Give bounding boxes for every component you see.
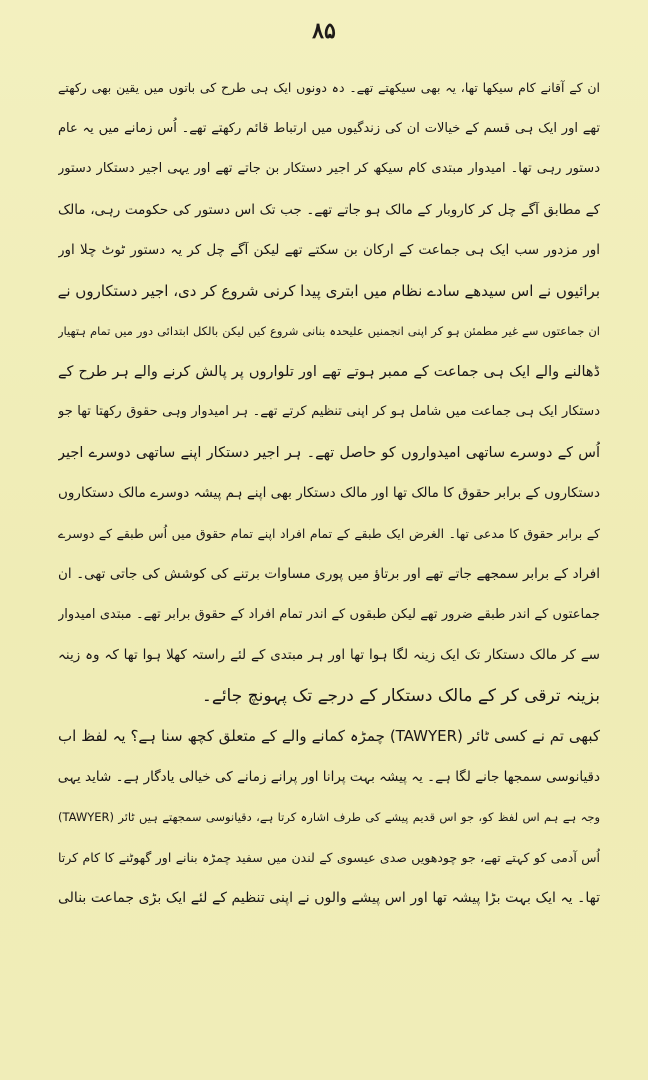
text-line: تھا۔ یہ ایک بہت بڑا پیشہ تھا اور اس پیشے والوں نے اپنی تنظیم کے لئے ایک بڑی جماعت بنالی	[58, 890, 600, 906]
text-line: افراد کے برابر سمجھے جاتے تھے اور برتاؤ میں پوری مساوات برتنے کی کوشش کی جاتی تھی۔ ان	[58, 566, 600, 582]
text-line: کے مطابق آگے چل کر کاروبار کے مالک ہو جاتے تھے۔ جب تک اس دستور کی حکومت رہی، مالک	[58, 201, 600, 218]
page-number: ۸۵	[312, 18, 336, 44]
text-line: دقیانوسی سمجھا جانے لگا ہے۔ یہ پیشہ بہت پرانا اور پرانے زمانے کی خیالی یادگار ہے۔ شاید یہی	[58, 768, 600, 785]
text-line: اُس آدمی کو کہتے تھے، جو چودھویں صدی عیسوی کے لندن میں سفید چمڑہ بنانے اور گھوٹنے کا کام کرتا	[58, 849, 600, 865]
text-line: اُس کے دوسرے ساتھی امیدواروں کو حاصل تھے۔ ہر اجیر دستکار اپنے ساتھی دوسرے اجیر	[58, 444, 600, 461]
text-line: اور مزدور سب ایک ہی جماعت کے ارکان بن سکتے تھے لیکن آگے چل کر یہ دستور ٹوٹ چلا اور	[58, 242, 600, 258]
page-text	[58, 68, 600, 919]
text-line: ڈھالنے والے ایک ہی جماعت کے ممبر ہوتے تھے اور تلواروں پر پالش کرنے والے ہر طرح کے	[58, 363, 600, 380]
text-line: کے برابر حقوق کا مدعی تھا۔ الغرض ایک طبقے کے تمام افراد اپنے تمام حقوق میں اُس طبقے کے دوسرے	[58, 525, 600, 541]
paragraph-end-line: بزینہ ترقی کر کے مالک دستکار کے درجے تک پہونچ جائے۔	[201, 685, 600, 706]
text-line: دستور رہی تھا۔ امیدوار مبتدی کام سیکھ کر اجیر دستکار بن جاتے تھے اور یہی اجیر دستکار دستور	[58, 161, 600, 176]
text-line: ان جماعتوں سے غیر مطمئن ہو کر اپنی انجمنیں علیحدہ بنانی شروع کیں لیکن بالکل ابتدائی دور میں تمام ہتھیار	[58, 324, 600, 338]
text-line: جماعتوں کے اندر طبقے ضرور تھے لیکن طبقوں کے اندر تمام افراد کے حقوق برابر تھے۔ مبتدی امیدوار	[58, 606, 600, 622]
text-line: ان کے آقانے کام سیکھا تھا، یہ بھی سیکھتے تھے۔ دہ دونوں ایک ہی طرح کی باتوں میں یقین بھی رکھتے	[58, 80, 600, 95]
text-line: سے کر مالک دستکار تک ایک زینہ لگا ہوا تھا اور ہر مبتدی کے لئے راستہ کھلا ہوا تھا کہ وہ زینہ	[58, 647, 600, 663]
text-line: برائیوں نے اس سیدھے سادے نظام میں ابتری پیدا کرنی شروع کر دی، اجیر دستکاروں نے	[58, 281, 600, 300]
text-line: وجہ ہے ہم اس لفظ کو، جو اس قدیم پیشے کی طرف اشارہ کرتا ہے، دقیانوسی سمجھتے ہیں ٹائر (TAWYER)	[58, 810, 600, 824]
text-line: تھے اور ایک ہی قسم کے خیالات ان کی زندگیوں میں ارتباط قائم رکھتے تھے۔ اُس زمانے میں یہ عام	[58, 120, 600, 136]
text-line: کبھی تم نے کسی ٹائر (TAWYER) چمڑہ کمانے والے کے متعلق کچھ سنا ہے؟ یہ لفظ اب	[58, 727, 600, 745]
text-line: دستکار ایک ہی جماعت میں شامل ہو کر اپنی تنظیم کرتے تھے۔ ہر امیدوار وہی حقوق رکھتا تھا جو	[58, 404, 600, 419]
text-line: دستکاروں کے برابر حقوق کا مالک تھا اور مالک دستکار بھی اپنے ہم پیشہ دوسرے مالک دستکاروں	[58, 485, 600, 501]
